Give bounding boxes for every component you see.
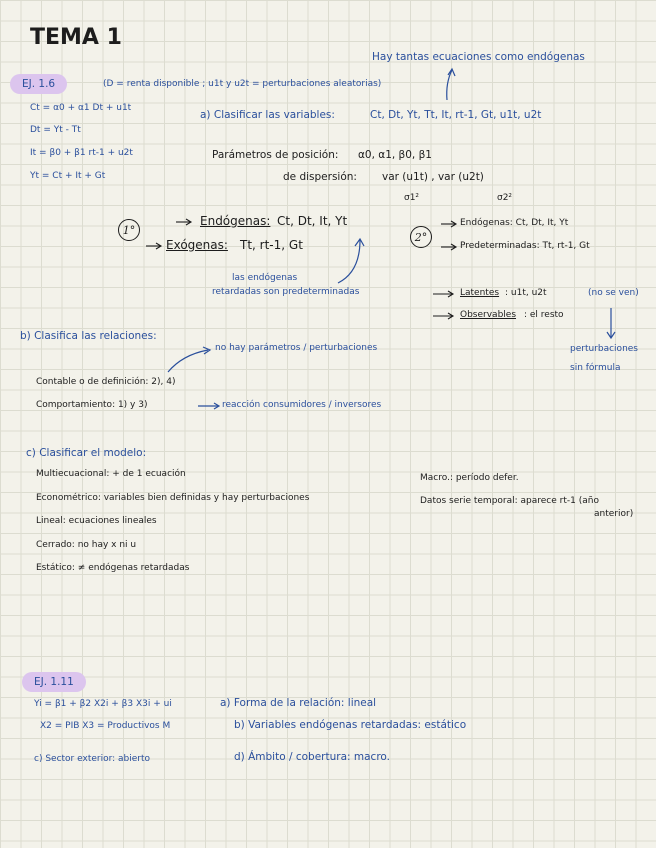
ex2-relation-form: a) Forma de la relación: lineal [220, 697, 377, 709]
lagged-note-2: retardadas son predeterminadas [212, 287, 360, 297]
observable-label: Observables [460, 310, 517, 320]
classify-variables-label: a) Clasificar las variables: [200, 109, 335, 121]
circled-number-2: 2° [410, 226, 432, 248]
param-dispersion-values: var (u1t) , var (u2t) [382, 171, 484, 183]
exercise-badge-2: EJ. 1.11 [22, 672, 86, 692]
ex2-sector: c) Sector exterior: abierto [34, 754, 151, 764]
classify-model-label: c) Clasificar el modelo: [26, 447, 147, 459]
latent-note: (no se ven) [588, 288, 639, 298]
observable-values: : el resto [524, 310, 564, 320]
param-position-label: Parámetros de posición: [212, 149, 339, 161]
model-data-2: anterior) [594, 509, 634, 519]
endogenous-values: Ct, Dt, It, Yt [277, 214, 348, 228]
relations-note: no hay parámetros / perturbaciones [215, 343, 378, 353]
equation-2: Dt = Yt - Tt [30, 125, 81, 135]
accounting-relations: Contable o de definición: 2), 4) [36, 377, 176, 387]
note-top: Hay tantas ecuaciones como endógenas [372, 51, 585, 63]
exogenous-values: Tt, rt-1, Gt [240, 238, 303, 252]
classify-relations-label: b) Clasifica las relaciones: [20, 330, 157, 342]
param-position-values: α0, α1, β0, β1 [358, 149, 432, 161]
param-dispersion-label: de dispersión: [283, 171, 357, 183]
sigma-1: σ1² [404, 193, 420, 203]
perturbations-note-1: perturbaciones [570, 344, 638, 354]
model-static: Estático: ≠ endógenas retardadas [36, 563, 190, 573]
latent-label: Latentes [460, 288, 500, 298]
ex2-equation: Yi = β1 + β2 X2i + β3 X3i + ui [34, 699, 172, 709]
equation-1: Ct = α0 + α1 Dt + u1t [30, 103, 132, 113]
equation-4: Yt = Ct + It + Gt [30, 171, 106, 181]
sigma-2: σ2² [497, 193, 513, 203]
endogenous-2: Endógenas: Ct, Dt, It, Yt [460, 218, 569, 228]
page-title: TEMA 1 [30, 25, 122, 50]
circled-number-1: 1° [118, 219, 140, 241]
ex2-scope: d) Ámbito / cobertura: macro. [234, 751, 390, 763]
perturbations-note-2: sin fórmula [570, 363, 621, 373]
exercise-header: (D = renta disponible ; u1t y u2t = perturbaciones aleatorias) [103, 79, 382, 89]
model-data: Datos serie temporal: aparece rt-1 (año [420, 496, 599, 506]
equation-3: It = β0 + β1 rt-1 + u2t [30, 148, 133, 158]
behaviour-relations: Comportamiento: 1) y 3) [36, 400, 148, 410]
classify-variables-list: Ct, Dt, Yt, Tt, It, rt-1, Gt, u1t, u2t [370, 109, 542, 121]
model-econometric: Econométrico: variables bien definidas y hay perturbaciones [36, 493, 310, 503]
model-linear: Lineal: ecuaciones lineales [36, 516, 157, 526]
model-macro: Macro.: período defer. [420, 473, 519, 483]
exercise-badge-1: EJ. 1.6 [10, 74, 67, 94]
endogenous-label: Endógenas: [200, 214, 271, 228]
predetermined-2: Predeterminadas: Tt, rt-1, Gt [460, 241, 590, 251]
ex2-lagged: b) Variables endógenas retardadas: estático [234, 719, 467, 731]
model-multi: Multiecuacional: + de 1 ecuación [36, 469, 186, 479]
model-closed: Cerrado: no hay x ni u [36, 540, 137, 550]
exogenous-label: Exógenas: [166, 238, 228, 252]
lagged-note-1: las endógenas [232, 273, 298, 283]
latent-values: : u1t, u2t [505, 288, 547, 298]
ex2-variables: X2 = PIB X3 = Productivos M [40, 721, 171, 731]
behaviour-note: reacción consumidores / inversores [222, 400, 382, 410]
